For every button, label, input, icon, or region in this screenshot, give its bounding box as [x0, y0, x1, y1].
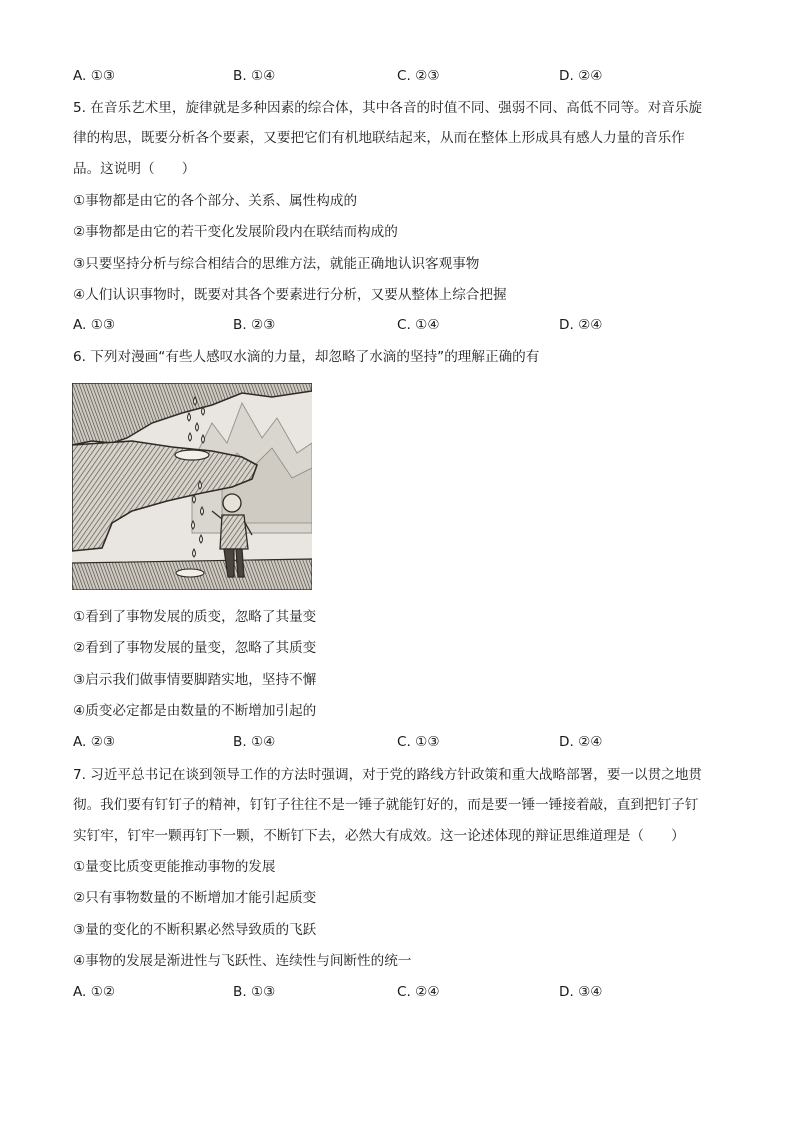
q6-item-2: ②看到了事物发展的量变，忽略了其质变	[73, 640, 317, 656]
q7-stem-line-2: 彻。我们要有钉钉子的精神，钉钉子往往不是一锤子就能钉好的，而是要一锤一锤接着敲，直到把钉子钉	[73, 797, 699, 813]
q7-options	[73, 982, 733, 1002]
q7-stem-line-3: 实钉牢，钉牢一颗再钉下一颗，不断钉下去，必然大有成效。这一论述体现的辩证思维道理是（ ）	[73, 828, 685, 844]
q5-stem-line-1: 5. 在音乐艺术里，旋律就是多种因素的综合体，其中各音的时值不同、强弱不同、高低不同等。对音乐旋	[73, 100, 703, 116]
q5-item-2: ②事物都是由它的若干变化发展阶段内在联结而构成的	[73, 224, 398, 240]
q5-option-c: C. ①④	[397, 317, 440, 333]
q5-options	[73, 315, 733, 335]
q5-stem-line-2: 律的构思，既要分析各个要素，又要把它们有机地联结起来，从而在整体上形成具有感人力量的音乐作	[73, 130, 685, 146]
q6-option-d: D. ②④	[559, 734, 603, 750]
q5-option-b: B. ②③	[233, 317, 276, 333]
q7-item-4: ④事物的发展是渐进性与飞跃性、连续性与间断性的统一	[73, 953, 412, 969]
q5-stem-line-3: 品。这说明（ ）	[73, 161, 196, 177]
q7-item-3: ③量的变化的不断积累必然导致质的飞跃	[73, 922, 317, 938]
q7-stem-line-1: 7. 习近平总书记在谈到领导工作的方法时强调，对于党的路线方针政策和重大战略部署，要一以贯之地贯	[73, 767, 703, 783]
q4-option-c: C. ②③	[397, 68, 440, 84]
q6-item-3: ③启示我们做事情要脚踏实地，坚持不懈	[73, 672, 317, 688]
q4-option-b: B. ①④	[233, 68, 276, 84]
q5-item-1: ①事物都是由它的各个部分、关系、属性构成的	[73, 193, 358, 209]
q7-item-1: ①量变比质变更能推动事物的发展	[73, 859, 276, 875]
q6-stem-line-1: 6. 下列对漫画“有些人感叹水滴的力量，却忽略了水滴的坚持”的理解正确的有	[73, 349, 540, 365]
q6-option-a: A. ②③	[73, 734, 116, 750]
q5-item-4: ④人们认识事物时，既要对其各个要素进行分析，又要从整体上综合把握	[73, 287, 507, 303]
q7-option-a: A. ①②	[73, 984, 116, 1000]
q7-option-b: B. ①③	[233, 984, 276, 1000]
q6-item-1: ①看到了事物发展的质变，忽略了其量变	[73, 609, 317, 625]
q6-options	[73, 732, 733, 752]
q4-option-a: A. ①③	[73, 68, 116, 84]
q4-option-d: D. ②④	[559, 68, 603, 84]
q6-option-c: C. ①③	[397, 734, 440, 750]
q5-item-3: ③只要坚持分析与综合相结合的思维方法，就能正确地认识客观事物	[73, 256, 480, 272]
q7-option-c: C. ②④	[397, 984, 440, 1000]
q5-option-d: D. ②④	[559, 317, 603, 333]
q6-option-b: B. ①④	[233, 734, 276, 750]
q6-item-4: ④质变必定都是由数量的不断增加引起的	[73, 703, 317, 719]
q4-options	[73, 66, 733, 86]
water-drop-cartoon-image	[72, 383, 312, 590]
q7-item-2: ②只有事物数量的不断增加才能引起质变	[73, 890, 317, 906]
q7-option-d: D. ③④	[559, 984, 603, 1000]
q5-option-a: A. ①③	[73, 317, 116, 333]
